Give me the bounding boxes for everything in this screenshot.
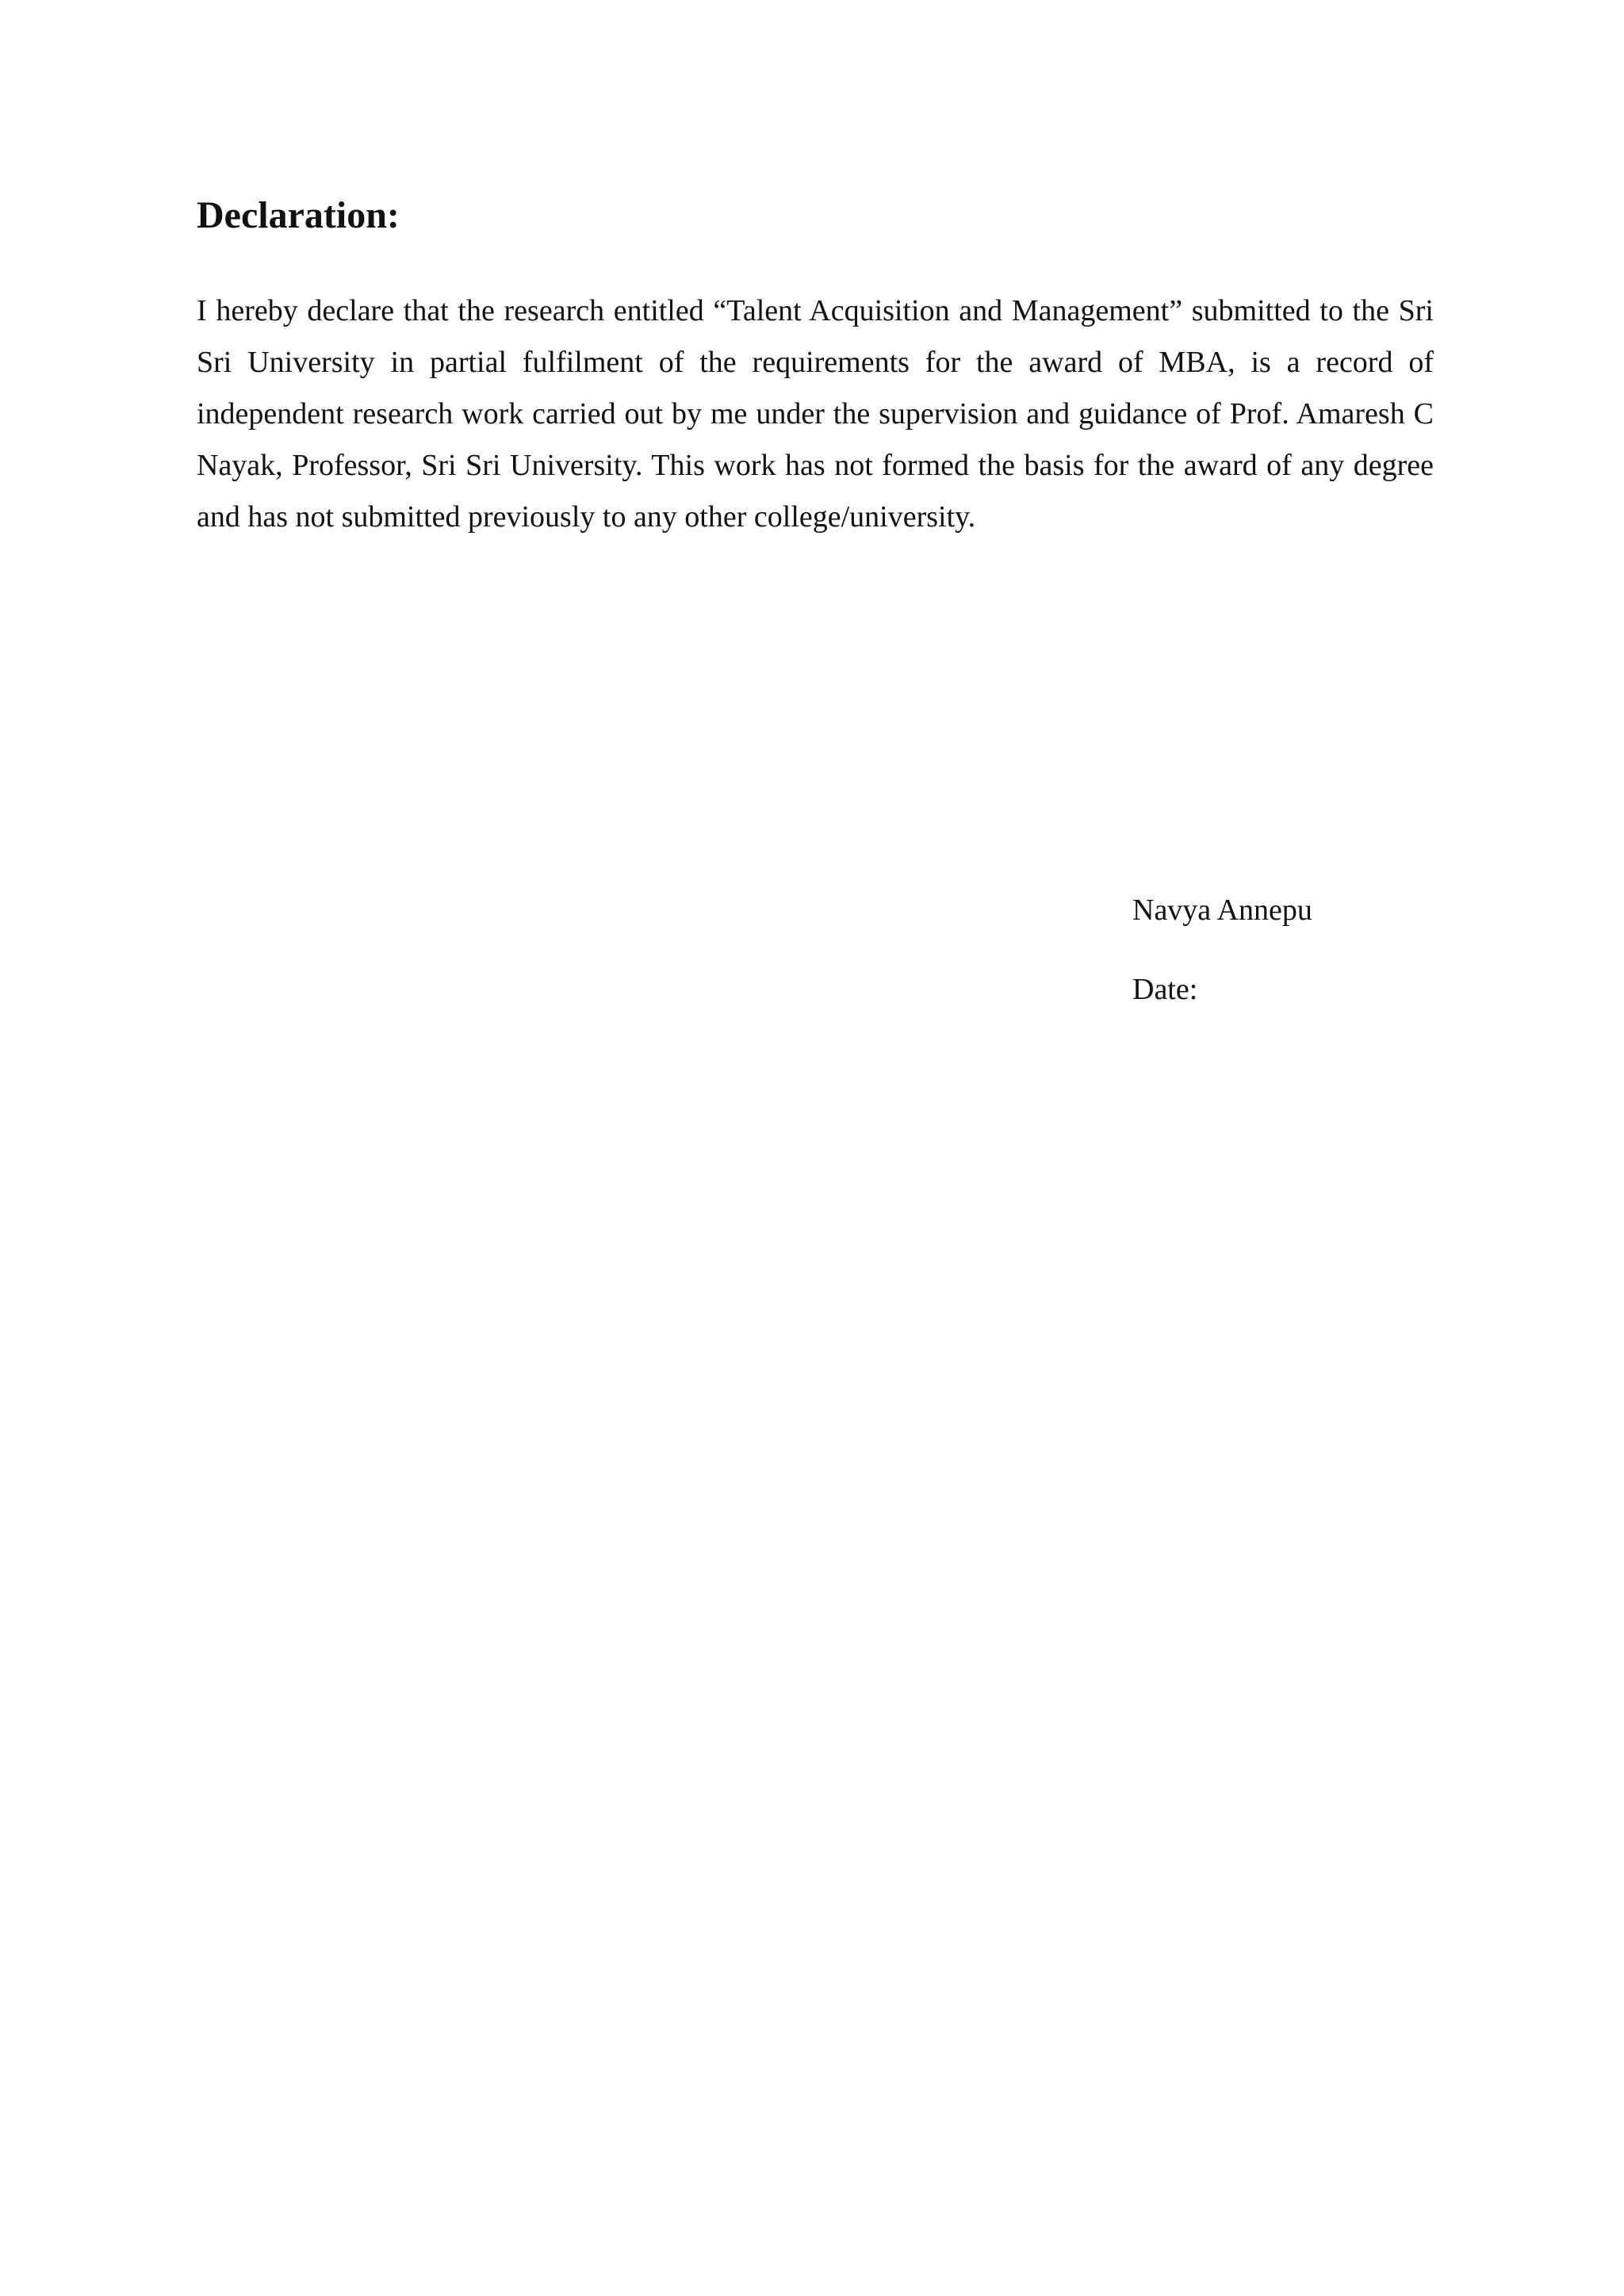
signature-block — [1132, 888, 1529, 1012]
declaration-heading: Declaration: — [197, 194, 400, 236]
declaration-paragraph: I hereby declare that the research entitled “Talent Acquisition and Management” submitted to the Sri Sri University in partial fulfilment of the requirements for the award of MBA, is a record of independent research work carried out by me under the supervision and guidance of Prof. Amaresh C Nayak, Professor, Sri Sri University. This work has not formed the basis for the award of any degree and has not submitted previously to any other college/university. — [197, 294, 1434, 534]
signatory-name: Navya Annepu — [1132, 894, 1312, 927]
date-label: Date: — [1132, 973, 1198, 1006]
